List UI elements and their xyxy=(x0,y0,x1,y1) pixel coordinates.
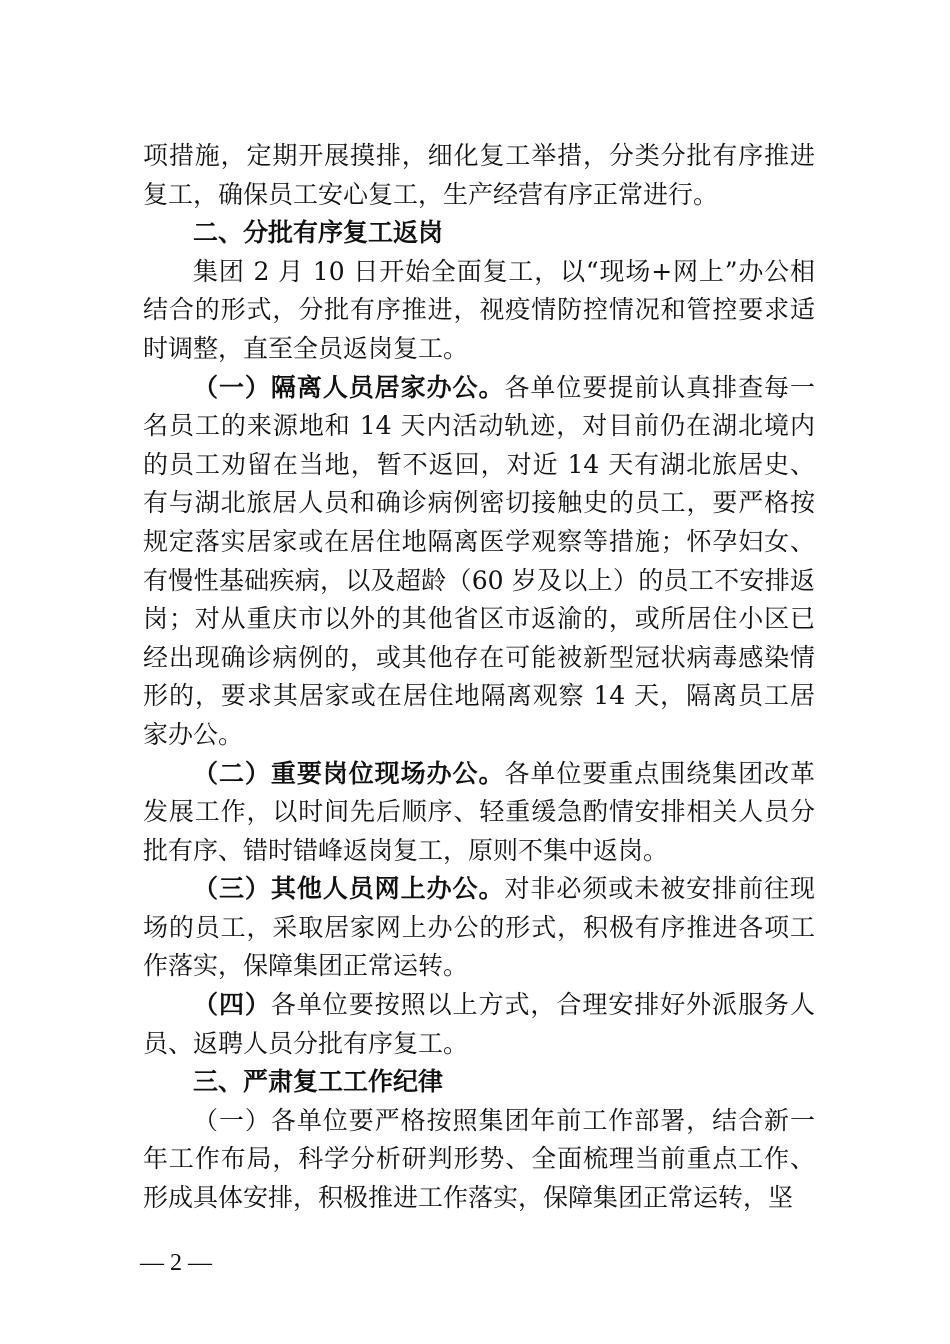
subsection-4-text: 各单位要按照以上方式，合理安排好外派服务人员、返聘人员分批有序复工。 xyxy=(143,990,815,1058)
subsection-4 xyxy=(143,986,815,1063)
section-heading-2: 二、分批有序复工返岗 xyxy=(193,218,444,248)
paragraph-discipline-1: （一）各单位要严格按照集团年前工作部署，结合新一年工作布局，科学分析研判形势、全面梳理当前重点工作、形成具体安排，积极推进工作落实，保障集团正常运转，坚 xyxy=(143,1105,815,1213)
paragraph-return-overview: 集团 2 月 10 日开始全面复工，以“现场+网上”办公相结合的形式，分批有序推进，视疫情防控情况和管控要求适时调整，直至全员返岗复工。 xyxy=(143,256,815,363)
subsection-3 xyxy=(143,870,815,986)
subsection-2-label: （二）重要岗位现场办公。 xyxy=(193,758,505,788)
subsection-2 xyxy=(143,755,815,871)
subsection-3-text: 对非必须或未被安排前往现场的员工，采取居家网上办公的形式，积极有序推进各项工作落实，保障集团正常运转。 xyxy=(143,874,815,981)
subsection-1 xyxy=(143,369,815,755)
page-number: — 2 — xyxy=(140,1250,212,1276)
subsection-1-label: （一）隔离人员居家办公。 xyxy=(193,372,505,402)
document-body xyxy=(143,137,815,1218)
subsection-3-label: （三）其他人员网上办公。 xyxy=(193,874,505,904)
subsection-1-text: 各单位要提前认真排查每一名员工的来源地和 14 天内活动轨迹，对目前仍在湖北境内的员工劝留在当地，暂不返回，对近 14 天有湖北旅居史、有与湖北旅居人员和确诊病例密切接触史的员工，要严格按规定落实居家或在居住地隔离医学观察等措施；怀孕妇女、有慢性基础疾病，以及超龄（60 岁及以上）的员工不安排返岗；对从重庆市以外的其他省区市返渝的，或所居住小区已经出现确诊病例的，或其他存在可能被新型冠状病毒感染情形的，要求其居家或在居住地隔离观察 14 天，隔离员工居家办公。 xyxy=(143,372,815,749)
paragraph-continued: 项措施，定期开展摸排，细化复工举措，分类分批有序推进复工，确保员工安心复工，生产经营有序正常进行。 xyxy=(143,141,815,209)
subsection-4-label: （四） xyxy=(193,990,271,1020)
section-heading-3: 三、严肃复工工作纪律 xyxy=(193,1067,444,1097)
subsection-2-text: 各单位要重点围绕集团改革发展工作，以时间先后顺序、轻重缓急酌情安排相关人员分批有序、错时错峰返岗复工，原则不集中返岗。 xyxy=(143,758,815,865)
